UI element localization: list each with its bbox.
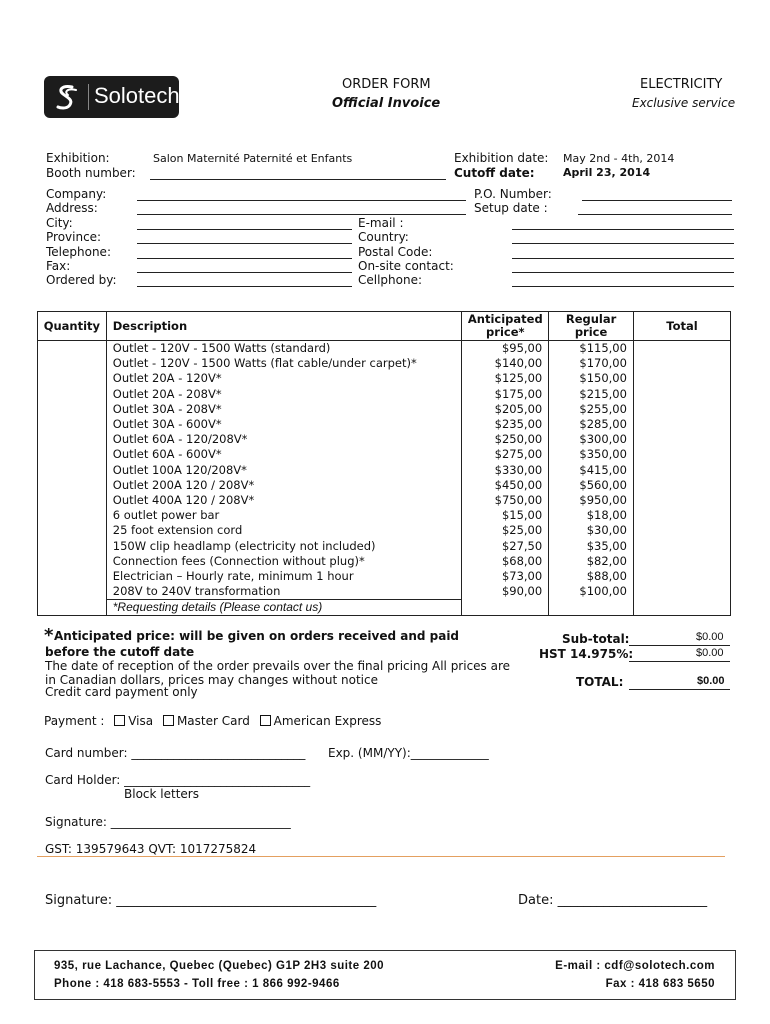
note-line-3: The date of reception of the order prevails over the final pricing All prices are [45, 659, 511, 673]
total-cell[interactable] [633, 356, 730, 371]
anticipated-price-cell: $330,00 [462, 463, 549, 478]
note-asterisk: * [44, 625, 54, 646]
order-table [37, 311, 731, 616]
address-label: Address: [46, 201, 98, 215]
table-row [38, 341, 731, 357]
regular-price-cell: $285,00 [549, 417, 634, 432]
cellphone-label: Cellphone: [358, 273, 423, 287]
total-cell[interactable] [633, 463, 730, 478]
quantity-cell[interactable] [38, 417, 107, 432]
cellphone-field[interactable] [512, 286, 734, 287]
city-field[interactable] [137, 229, 352, 230]
hst-label: HST 14.975%: [539, 647, 634, 661]
postal-code-field[interactable] [512, 258, 734, 259]
logo-separator [88, 84, 89, 110]
solotech-mark-icon [50, 80, 84, 114]
table-row [38, 538, 731, 553]
table-row [38, 417, 731, 432]
anticipated-price-header [462, 312, 549, 341]
total-cell[interactable] [633, 508, 730, 523]
anticipated-price-cell: $140,00 [462, 356, 549, 371]
regular-price-cell: $300,00 [549, 432, 634, 447]
table-row [38, 569, 731, 584]
table-row [38, 493, 731, 508]
ordered-by-label: Ordered by: [46, 273, 117, 287]
total-cell[interactable] [633, 387, 730, 402]
footer-phone: Phone : 418 683-5553 - Toll free : 1 866 992-9466 [54, 978, 340, 990]
postal-code-label: Postal Code: [358, 245, 433, 259]
cutoff-date-value: April 23, 2014 [563, 166, 651, 179]
anticipated-price-cell: $275,00 [462, 447, 549, 462]
description-cell: Outlet 60A - 120/208V* [106, 432, 462, 447]
mastercard-checkbox[interactable] [163, 715, 174, 726]
form-subtitle: Official Invoice [332, 96, 441, 111]
quantity-cell[interactable] [38, 478, 107, 493]
total-value: $0.00 [697, 675, 725, 687]
anticipated-price-cell: $73,00 [462, 569, 549, 584]
form-title: ORDER FORM [342, 77, 431, 92]
quantity-cell[interactable] [38, 356, 107, 371]
city-label: City: [46, 216, 73, 230]
fax-field[interactable] [137, 272, 352, 273]
description-cell: Outlet 60A - 600V* [106, 447, 462, 462]
total-cell[interactable] [633, 569, 730, 584]
hst-underline [629, 661, 730, 662]
footer-fax: Fax : 418 683 5650 [605, 978, 715, 990]
fax-label: Fax: [46, 259, 71, 273]
address-field[interactable] [137, 214, 466, 215]
regular-price-cell: $30,00 [549, 523, 634, 538]
table-row [38, 402, 731, 417]
total-cell[interactable] [633, 371, 730, 386]
expiry-field[interactable]: Exp. (MM/YY):_____________ [328, 746, 489, 760]
solotech-logo [44, 76, 179, 118]
total-cell[interactable] [633, 584, 730, 600]
quantity-cell[interactable] [38, 569, 107, 584]
note-line-4: in Canadian dollars, prices may changes without notice [45, 673, 378, 687]
description-cell: Outlet 200A 120 / 208V* [106, 478, 462, 493]
table-row [38, 432, 731, 447]
anticipated-price-cell: $235,00 [462, 417, 549, 432]
anticipated-price-cell: $15,00 [462, 508, 549, 523]
total-label: TOTAL: [576, 675, 624, 689]
anticipated-price-cell [462, 600, 549, 616]
footer-address: 935, rue Lachance, Quebec (Quebec) G1P 2H3 suite 200 [54, 960, 385, 972]
regular-price-cell [549, 600, 634, 616]
quantity-cell[interactable] [38, 584, 107, 600]
total-underline [629, 689, 730, 690]
total-cell[interactable] [633, 538, 730, 553]
regular-price-cell: $350,00 [549, 447, 634, 462]
exhibition-date-value: May 2nd - 4th, 2014 [563, 152, 675, 165]
regular-header-line2: price [574, 325, 608, 339]
quantity-cell[interactable] [38, 538, 107, 553]
quantity-header: Quantity [38, 312, 107, 341]
footer-email[interactable]: E-mail : cdf@solotech.com [555, 960, 715, 972]
quantity-cell[interactable] [38, 554, 107, 569]
total-cell[interactable] [633, 493, 730, 508]
regular-header-line1: Regular [565, 312, 617, 326]
regular-price-cell: $950,00 [549, 493, 634, 508]
card-signature-field[interactable]: Signature: ______________________________ [45, 815, 291, 829]
description-header: Description [106, 312, 462, 341]
total-cell[interactable] [633, 341, 730, 357]
total-cell[interactable] [633, 402, 730, 417]
total-cell[interactable] [633, 447, 730, 462]
telephone-label: Telephone: [46, 245, 111, 259]
divider [37, 856, 725, 857]
hst-value: $0.00 [696, 647, 724, 659]
footer-contact-box [34, 950, 736, 1000]
note-line-1: Anticipated price: will be given on orders received and paid [54, 629, 460, 643]
total-cell[interactable] [633, 417, 730, 432]
country-label: Country: [358, 230, 409, 244]
regular-price-cell: $115,00 [549, 341, 634, 357]
category-title: ELECTRICITY [640, 77, 723, 92]
regular-price-cell: $415,00 [549, 463, 634, 478]
table-row [38, 447, 731, 462]
table-header-row [38, 312, 731, 341]
description-cell: Outlet - 120V - 1500 Watts (flat cable/under carpet)* [106, 356, 462, 371]
table-row [38, 356, 731, 371]
quantity-cell[interactable] [38, 371, 107, 386]
total-cell[interactable] [633, 478, 730, 493]
anticipated-price-cell: $125,00 [462, 371, 549, 386]
anticipated-price-cell: $68,00 [462, 554, 549, 569]
quantity-cell[interactable] [38, 508, 107, 523]
quantity-cell[interactable] [38, 463, 107, 478]
email-label: E-mail : [358, 216, 404, 230]
regular-price-cell: $255,00 [549, 402, 634, 417]
brand-name: Solotech [94, 83, 180, 108]
regular-price-cell: $150,00 [549, 371, 634, 386]
anticipated-price-cell: $27,50 [462, 538, 549, 553]
quantity-cell[interactable] [38, 447, 107, 462]
quantity-cell[interactable] [38, 600, 107, 616]
country-field[interactable] [512, 243, 734, 244]
note-line-2: before the cutoff date [45, 645, 195, 659]
regular-price-cell: $560,00 [549, 478, 634, 493]
description-cell: Outlet 20A - 120V* [106, 371, 462, 386]
visa-label: Visa [128, 714, 154, 728]
email-field[interactable] [512, 229, 734, 230]
telephone-field[interactable] [137, 258, 352, 259]
anticipated-price-cell: $25,00 [462, 523, 549, 538]
ordered-by-field[interactable] [137, 286, 352, 287]
booth-label: Booth number: [46, 166, 136, 180]
regular-price-cell: $82,00 [549, 554, 634, 569]
description-cell: Outlet - 120V - 1500 Watts (standard) [106, 341, 462, 357]
signature-field[interactable]: Signature: ________________________________________ [45, 893, 377, 908]
description-cell: Connection fees (Connection without plug)* [106, 554, 462, 569]
regular-price-cell: $88,00 [549, 569, 634, 584]
company-label: Company: [46, 187, 107, 201]
company-field[interactable] [137, 200, 466, 201]
anticipated-header-line1: Anticipated [467, 312, 543, 326]
anticipated-price-cell: $95,00 [462, 341, 549, 357]
mastercard-label: Master Card [176, 714, 250, 728]
requesting-details-note: *Requesting details (Please contact us) [106, 600, 462, 616]
description-cell: 150W clip headlamp (electricity not included) [106, 538, 462, 553]
table-row [38, 371, 731, 386]
amex-label: American Express [273, 714, 382, 728]
regular-price-cell: $215,00 [549, 387, 634, 402]
regular-price-cell: $18,00 [549, 508, 634, 523]
province-label: Province: [46, 230, 102, 244]
quantity-cell[interactable] [38, 493, 107, 508]
exhibition-label: Exhibition: [46, 151, 110, 165]
setup-date-field[interactable] [578, 214, 732, 215]
anticipated-price-cell: $175,00 [462, 387, 549, 402]
exhibition-value: Salon Maternité Paternité et Enfants [153, 152, 353, 165]
payment-label: Payment : [44, 714, 105, 728]
regular-price-header [549, 312, 634, 341]
table-row [38, 523, 731, 538]
total-cell[interactable] [633, 600, 730, 616]
block-letters-hint: Block letters [124, 787, 199, 801]
anticipated-price-cell: $90,00 [462, 584, 549, 600]
setup-date-label: Setup date : [474, 201, 548, 215]
onsite-contact-field[interactable] [512, 272, 734, 273]
description-cell: Electrician – Hourly rate, minimum 1 hour [106, 569, 462, 584]
booth-number-field[interactable] [150, 179, 446, 180]
gst-qvt-numbers: GST: 139579643 QVT: 1017275824 [45, 842, 257, 856]
province-field[interactable] [137, 243, 352, 244]
total-header: Total [633, 312, 730, 341]
date-field[interactable]: Date: _______________________ [518, 893, 708, 908]
payment-row [44, 714, 381, 728]
table-row [38, 584, 731, 600]
table-row [38, 554, 731, 569]
description-cell: Outlet 30A - 208V* [106, 402, 462, 417]
quantity-cell[interactable] [38, 387, 107, 402]
total-cell[interactable] [633, 523, 730, 538]
table-note-row [38, 600, 731, 616]
description-cell: Outlet 400A 120 / 208V* [106, 493, 462, 508]
note-line-5: Credit card payment only [45, 685, 198, 699]
regular-price-cell: $170,00 [549, 356, 634, 371]
card-number-field[interactable]: Card number: _____________________________ [45, 746, 306, 760]
description-cell: 25 foot extension cord [106, 523, 462, 538]
subtotal-underline [629, 645, 730, 646]
visa-checkbox[interactable] [114, 715, 125, 726]
anticipated-price-cell: $450,00 [462, 478, 549, 493]
description-cell: Outlet 100A 120/208V* [106, 463, 462, 478]
po-number-field[interactable] [582, 200, 732, 201]
total-cell[interactable] [633, 554, 730, 569]
anticipated-price-cell: $750,00 [462, 493, 549, 508]
quantity-cell[interactable] [38, 341, 107, 357]
total-cell[interactable] [633, 432, 730, 447]
description-cell: 6 outlet power bar [106, 508, 462, 523]
regular-price-cell: $35,00 [549, 538, 634, 553]
subtotal-value: $0.00 [696, 631, 724, 643]
subtotal-label: Sub-total: [562, 632, 630, 646]
description-cell: 208V to 240V transformation [106, 584, 462, 600]
onsite-contact-label: On-site contact: [358, 259, 454, 273]
card-holder-field[interactable]: Card Holder: _______________________________ [45, 773, 311, 787]
table-row [38, 478, 731, 493]
anticipated-price-cell: $205,00 [462, 402, 549, 417]
amex-checkbox[interactable] [260, 715, 271, 726]
po-number-label: P.O. Number: [474, 187, 552, 201]
quantity-cell[interactable] [38, 432, 107, 447]
table-row [38, 463, 731, 478]
description-cell: Outlet 30A - 600V* [106, 417, 462, 432]
category-subtitle: Exclusive service [632, 96, 736, 110]
cutoff-date-label: Cutoff date: [454, 166, 535, 180]
quantity-cell[interactable] [38, 402, 107, 417]
anticipated-price-cell: $250,00 [462, 432, 549, 447]
description-cell: Outlet 20A - 208V* [106, 387, 462, 402]
table-row [38, 508, 731, 523]
exhibition-date-label: Exhibition date: [454, 151, 549, 165]
anticipated-header-line2: price* [486, 325, 525, 339]
quantity-cell[interactable] [38, 523, 107, 538]
regular-price-cell: $100,00 [549, 584, 634, 600]
table-row [38, 387, 731, 402]
